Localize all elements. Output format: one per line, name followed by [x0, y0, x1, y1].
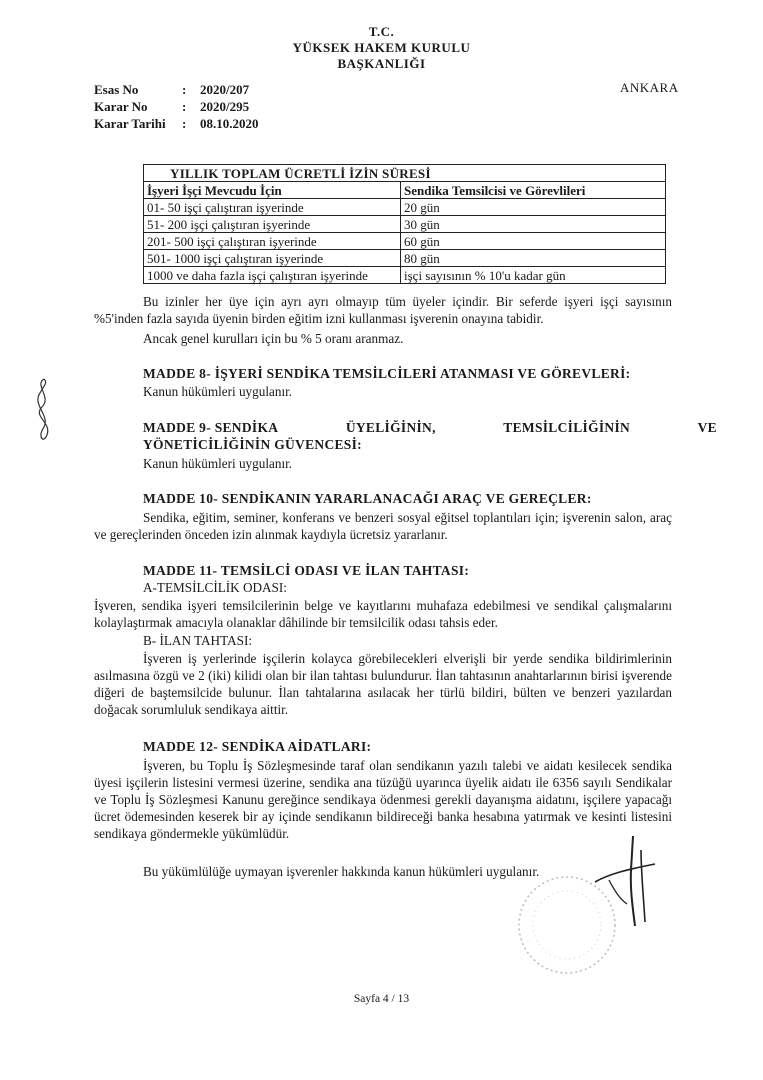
madde-12-title: MADDE 12- SENDİKA AİDATLARI:: [143, 739, 372, 754]
madde-8-title: MADDE 8- İŞYERİ SENDİKA TEMSİLCİLERİ ATANMASI VE GÖREVLERİ:: [143, 366, 631, 381]
page-number: Sayfa 4 / 13: [353, 993, 410, 1005]
header-tc: T.C.: [368, 24, 395, 39]
paragraph-genel-kurul: Ancak genel kurulları için bu % 5 oranı aranmaz.: [143, 331, 404, 346]
karar-value: 2020/295: [200, 99, 250, 114]
madde-9-text: Kanun hükümleri uygulanır.: [143, 456, 293, 471]
madde-9-title-part: VE: [697, 420, 717, 435]
table-cell: işçi sayısının % 10'u kadar gün: [401, 267, 666, 284]
colon: :: [182, 99, 187, 114]
madde-9-title-part: TEMSİLCİLİĞİNİN: [503, 420, 631, 435]
madde-9-title-part: MADDE 9- SENDİKA: [143, 420, 279, 435]
tarih-row: [94, 116, 259, 132]
colon: :: [182, 116, 187, 131]
table-row: [144, 233, 666, 250]
madde-11-text-b: İşveren iş yerlerinde işçilerin kolayca görebilecekleri elverişli bir yerde sendika bildirimlerinin asılmasına özgü ve 2 (iki) kilidi olan bir ilan tahtası bulundurur. İlan tahtasının anahtarlarının birisi işverende diğeri de baştemsilcide bulunur. İlan tahtalarına asılacak her türlü bildiri, bülten ve benzeri yazılardan doğacak sorumluluk sendikaya aittir.: [94, 651, 672, 717]
table-header-row: [144, 182, 666, 199]
esas-row: [94, 82, 249, 98]
esas-label: Esas No: [94, 82, 139, 97]
leave-table: [143, 164, 666, 284]
table-cell: 01- 50 işçi çalıştıran işyerinde: [144, 199, 401, 216]
paragraph-izinler: Bu izinler her üye için ayrı ayrı olmayıp tüm üyeler içindir. Bir seferde işyeri işçi sayısının %5'inden fazla sayıda üyenin birden eğitim izni kullanması işverenin onayına tabidir.: [94, 294, 672, 326]
table-title-row: [144, 165, 666, 182]
madde-8-text: Kanun hükümleri uygulanır.: [143, 384, 293, 399]
madde-11-subtitle-a: A-TEMSİLCİLİK ODASI:: [143, 580, 287, 595]
table-row: [144, 250, 666, 267]
karar-label: Karar No: [94, 99, 148, 114]
madde-11-title: MADDE 11- TEMSİLCİ ODASI VE İLAN TAHTASI:: [143, 563, 470, 578]
table-title: YILLIK TOPLAM ÜCRETLİ İZİN SÜRESİ: [144, 165, 666, 182]
seal-stamp: [512, 870, 622, 980]
tarih-label: Karar Tarihi: [94, 116, 166, 131]
paraph-mark: [24, 375, 64, 445]
table-cell: 30 gün: [401, 216, 666, 233]
madde-11-text-a: İşveren, sendika işyeri temsilcilerinin belge ve kayıtlarını muhafaza edebilmesi ve sendikal çalışmalarını kolaylaştırmak amacıyla olanaklar dâhilinde bir temsilcilik odası tahsis eder.: [94, 598, 672, 630]
table-cell: 51- 200 işçi çalıştıran işyerinde: [144, 216, 401, 233]
table-cell: 20 gün: [401, 199, 666, 216]
esas-value: 2020/207: [200, 82, 250, 97]
table-cell: 60 gün: [401, 233, 666, 250]
table-cell: 501- 1000 işçi çalıştıran işyerinde: [144, 250, 401, 267]
colon: :: [182, 82, 187, 97]
table-row: [144, 216, 666, 233]
madde-11-subtitle-b: B- İLAN TAHTASI:: [143, 633, 252, 648]
table-cell: 201- 500 işçi çalıştıran işyerinde: [144, 233, 401, 250]
karar-row: [94, 99, 249, 115]
tarih-value: 08.10.2020: [200, 116, 259, 131]
madde-10-title: MADDE 10- SENDİKANIN YARARLANACAĞI ARAÇ VE GEREÇLER:: [143, 491, 592, 506]
table-cell: 1000 ve daha fazla işçi çalıştıran işyerinde: [144, 267, 401, 284]
madde-12-last: Bu yükümlülüğe uymayan işverenler hakkında kanun hükümleri uygulanır.: [143, 864, 540, 879]
column-header: İşyeri İşçi Mevcudu İçin: [144, 182, 401, 199]
column-header: Sendika Temsilcisi ve Görevlileri: [401, 182, 666, 199]
table-row: [144, 199, 666, 216]
madde-9-title-line2: YÖNETİCİLİĞİNİN GÜVENCESİ:: [143, 437, 362, 452]
madde-10-text: Sendika, eğitim, seminer, konferans ve benzeri sosyal eğitsel toplantıları için; işverenin salon, araç ve gereçlerinden önceden izin alınmak kaydıyla ücretsiz yararlanır.: [94, 510, 672, 542]
table-cell: 80 gün: [401, 250, 666, 267]
madde-9-title: [143, 420, 717, 436]
header-institution: YÜKSEK HAKEM KURULU: [292, 40, 471, 55]
madde-9-title-part: ÜYELİĞİNİN,: [345, 420, 436, 435]
madde-12-text: İşveren, bu Toplu İş Sözleşmesinde taraf olan sendikanın yazılı talebi ve aidatı kesilecek sendika üyesi işçilerin listesini vermesi üzerine, sendika ana tüzüğü uyarınca üyelik aidatı ile 6356 sayılı Sendikalar ve Toplu İş Sözleşmesi Kanunu gereğince sendikaya ödenmesi gerekli dayanışma aidatını, işçilere yapacağı ücret ödemesinden keserek bir ay içinde sendikanın bildireceği banka hesabına yatırmak ve kesinti listesini sendikaya göndermekle yükümlüdür.: [94, 758, 672, 841]
header-office: BAŞKANLIĞI: [337, 56, 426, 71]
city: ANKARA: [620, 80, 679, 95]
table-row: [144, 267, 666, 284]
